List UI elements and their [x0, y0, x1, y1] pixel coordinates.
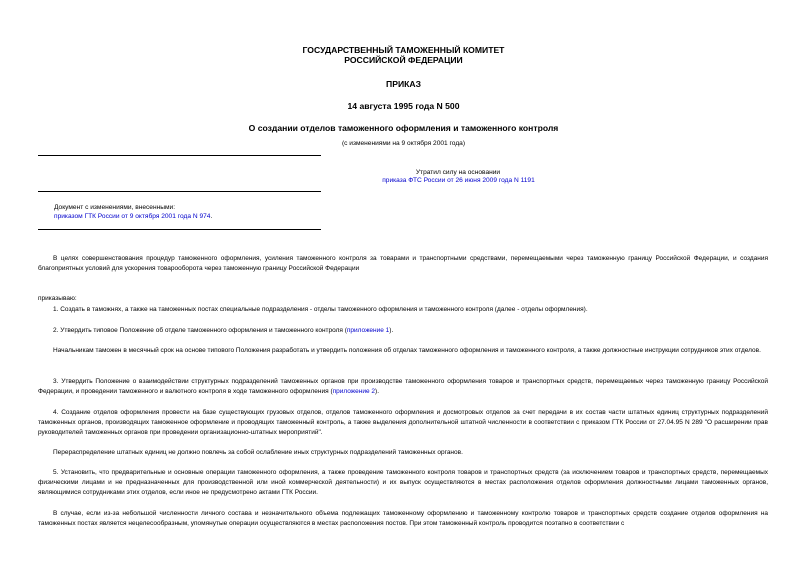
clause-2-text: 2. Утвердить типовое Положение об отделе таможенного оформления и таможенного контроля (	[53, 327, 347, 334]
org-name-line1: ГОСУДАРСТВЕННЫЙ ТАМОЖЕННЫЙ КОМИТЕТ	[302, 45, 505, 55]
clause-2	[38, 326, 768, 336]
clause-2-end: ).	[389, 327, 394, 334]
changes-suffix: .	[210, 213, 213, 220]
clause-3-text: 3. Утвердить Положение о взаимодействии структурных подразделений таможенных органов при производстве таможенного оформления товаров и транспортных средств, перемещаемых через таможенную границу Российской Федерации, и проведении таможенного и валютного контроля в ходе таможенного оформления (	[38, 378, 768, 395]
clause-3	[38, 377, 768, 397]
clause-5b: В случае, если из-за небольшой численности личного состава и незначительного объема подлежащих таможенному оформлению и таможенному контролю товаров и транспортных средств создание отделов оформления на таможенных постах является нецелесообразным, упомянутые операции осуществляются в местах расположения постов. При этом таможенный контроль проводится поэтапно в соответствии с	[38, 510, 768, 527]
org-name-line2: РОССИЙСКОЙ ФЕДЕРАЦИИ	[344, 55, 463, 65]
order-word: приказываю:	[38, 295, 77, 302]
divider-changes-bottom	[38, 229, 321, 230]
amendment-note: (с изменениями на 9 октября 2001 года)	[341, 140, 466, 147]
repeal-status: Утратил силу на основании	[415, 169, 501, 176]
clause-4b: Перераспределение штатных единиц не должно повлечь за собой ослабление иных структурных подразделений таможенных органов.	[53, 449, 463, 456]
doc-title: О создании отделов таможенного оформления и таможенного контроля	[248, 123, 559, 133]
divider-top	[38, 155, 321, 156]
annex-1-link[interactable]: приложение 1	[346, 327, 390, 334]
clause-1: 1. Создать в таможнях, а также на таможенных постах специальные подразделения - отделы таможенного оформления и таможенного контроля (далее - отделы оформления).	[53, 306, 588, 313]
changes-entry	[54, 213, 212, 221]
clause-5: 5. Установить, что предварительные и основные операции таможенного оформления, а также проведение таможенного контроля товаров и транспортных средств (за исключением товаров и транспортных средств, перемещаемых физическими лицами и не предназначенных для производственной или иной коммерческой деятельности) и их выпуск осуществляются в местах расположения отделов оформления должностными лицами таможенных органов, являющимися сотрудниками этих отделов, если иное не предусмотрено актами ГТК России.	[38, 469, 768, 496]
clause-3-end: ).	[375, 388, 380, 395]
clause-2b: Начальникам таможен в месячный срок на основе типового Положения разработать и утвердить положения об отделах таможенного оформления и таможенного контроля, а также должностные инструкции сотрудников этих отделов.	[53, 347, 761, 354]
clause-4: 4. Создание отделов оформления провести на базе существующих грузовых отделов, отделов таможенного оформления и досмотровых отделов за счет передачи в их состав части штатных единиц структурных подразделений таможенных органов, производящих таможенное оформление и проводящих таможенный контроль, а также выделения дополнительной штатной численности в соответствии с приказом ГТК России от 27.04.95 N 289 "О расширении прав руководителей таможенных органов при проведении организационно-штатных мероприятий".	[38, 409, 768, 436]
doc-date-number: 14 августа 1995 года N 500	[347, 101, 460, 111]
changes-link[interactable]: приказом ГТК России от 9 октября 2001 года N 974	[54, 213, 211, 220]
divider-changes-top	[38, 191, 321, 192]
preamble: В целях совершенствования процедур таможенного оформления, усиления таможенного контроля за товарами и транспортными средствами, перемещаемыми через таможенную границу Российской Федерации, и создания благоприятных условий для ускорения товарооборота через таможенную границу Российской Федерации	[38, 255, 768, 272]
repeal-link[interactable]: приказа ФТС России от 26 июня 2009 года N 1191	[382, 177, 535, 184]
annex-2-link[interactable]: приложение 2	[332, 388, 376, 395]
changes-label: Документ с изменениями, внесенными:	[54, 204, 176, 211]
doc-type: ПРИКАЗ	[386, 79, 421, 89]
